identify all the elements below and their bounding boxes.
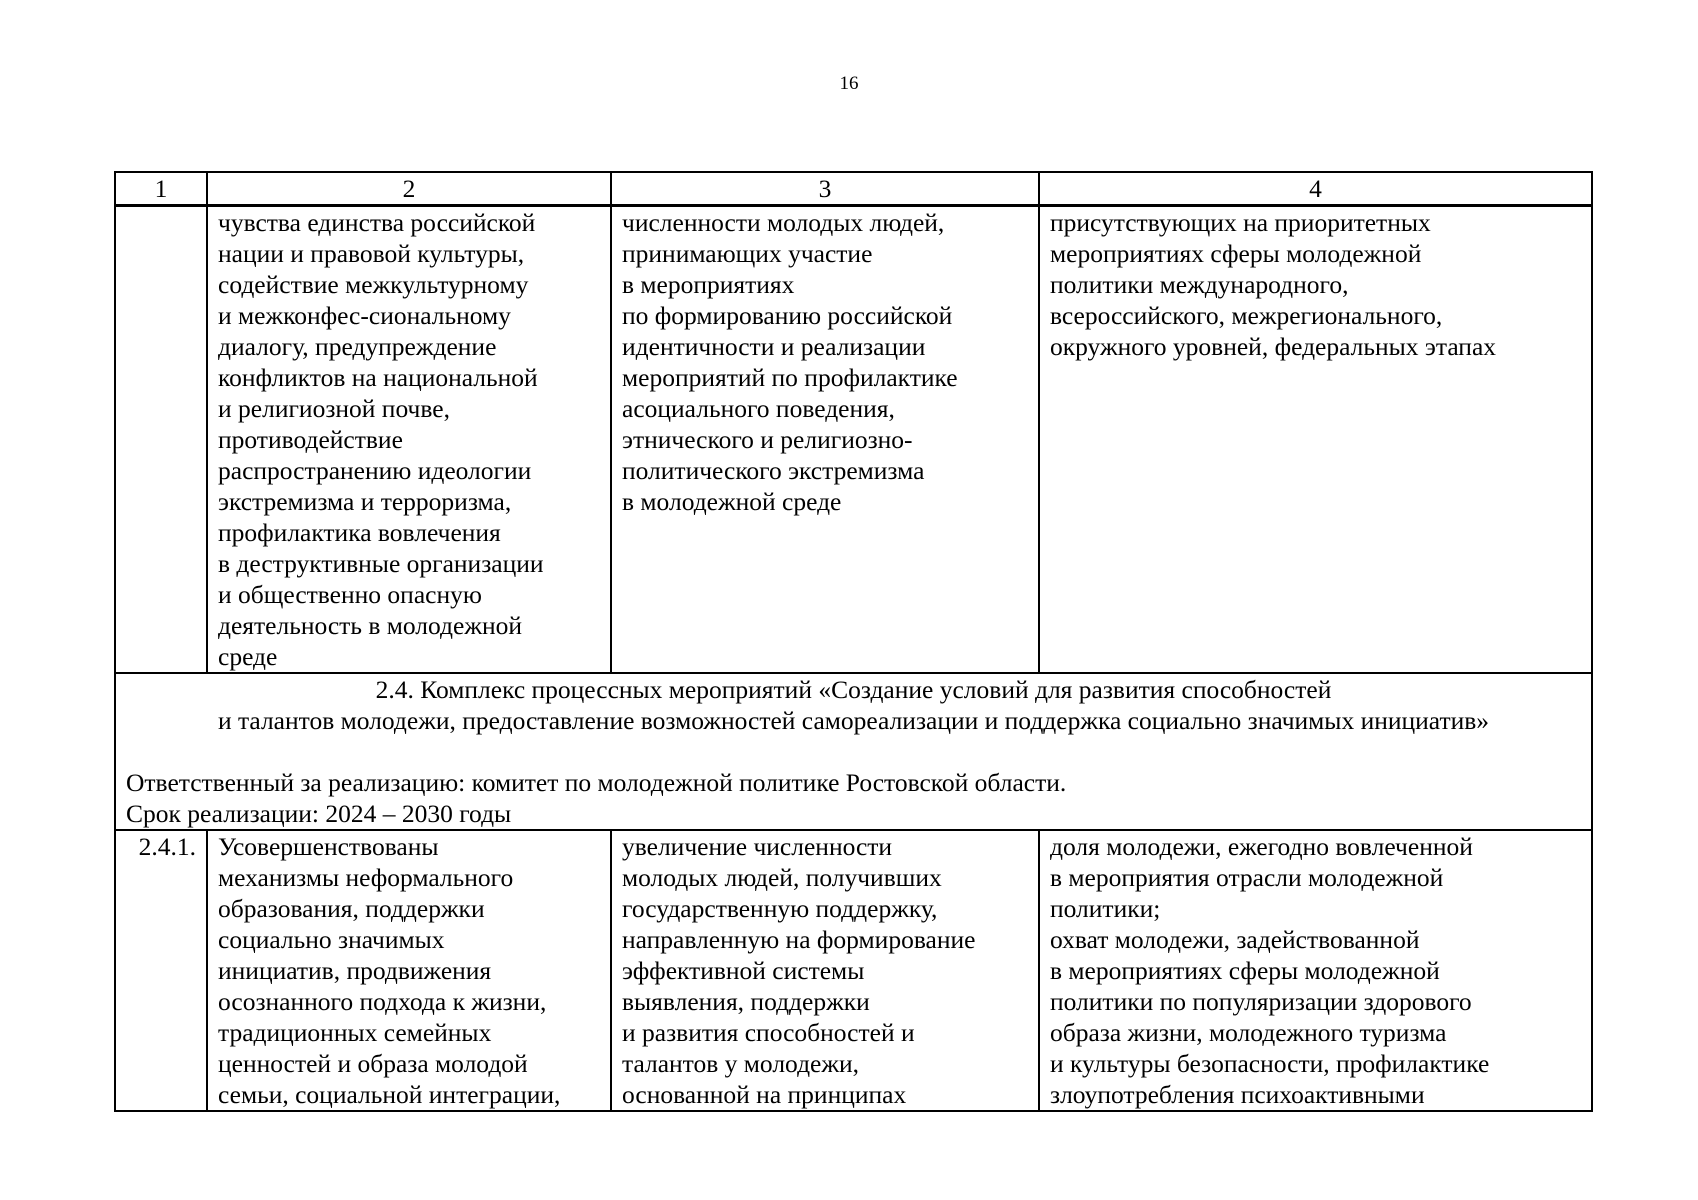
cell-text-line: и общественно опасную [218, 580, 482, 609]
row-number-cell [115, 206, 207, 674]
cell-text-line: всероссийского, межрегионального, [1050, 301, 1443, 330]
cell-text-line: этнического и религиозно- [622, 425, 913, 454]
cell-text-line: профилактика вовлечения [218, 518, 501, 547]
section-title-line-1: 2.4. Комплекс процессных мероприятий «Создание условий для развития способностей [375, 675, 1332, 704]
cell-text-line: молодых людей, получивших [622, 863, 942, 892]
cell-text-line: образования, поддержки [218, 894, 485, 923]
cell-text-line: направленную на формирование [622, 925, 976, 954]
cell-text-line: содействие межкультурному [218, 270, 529, 299]
cell-text-line: диалогу, предупреждение [218, 332, 497, 361]
cell-text-line: и культуры безопасности, профилактике [1050, 1049, 1490, 1078]
cell-text-line: конфликтов на национальной [218, 363, 538, 392]
cell-text-line: в молодежной среде [622, 487, 842, 516]
row-number-cell: 2.4.1. [115, 830, 207, 1111]
cell-text-line: мероприятий по профилактике [622, 363, 958, 392]
section-spacer [126, 736, 1581, 767]
cell-text-line: злоупотребления психоактивными [1050, 1080, 1425, 1109]
task-cell [207, 206, 611, 674]
cell-text-line: охват молодежи, задействованной [1050, 925, 1420, 954]
cell-text-line: ценностей и образа молодой [218, 1049, 528, 1078]
cell-text-line: осознанного подхода к жизни, [218, 987, 547, 1016]
cell-text-line: доля молодежи, ежегодно вовлеченной [1050, 832, 1473, 861]
cell-text-line: государственную поддержку, [622, 894, 938, 923]
page-number: 16 [839, 73, 859, 94]
section-header-row [115, 673, 1592, 830]
cell-text-line: деятельность в молодежной [218, 611, 522, 640]
cell-text-line: политики международного, [1050, 270, 1349, 299]
cell-text-line: и религиозной почве, [218, 394, 450, 423]
cell-text-line: идентичности и реализации [622, 332, 926, 361]
indicator-cell [1039, 206, 1592, 674]
cell-text-line: окружного уровней, федеральных этапах [1050, 332, 1497, 361]
cell-text-line: образа жизни, молодежного туризма [1050, 1018, 1447, 1047]
cell-text-line: чувства единства российской [218, 208, 536, 237]
section-responsible: Ответственный за реализацию: комитет по молодежной политике Ростовской области. [126, 768, 1067, 797]
cell-text-line: семьи, социальной интеграции, [218, 1080, 561, 1109]
cell-text-line: асоциального поведения, [622, 394, 895, 423]
indicator-cell [1039, 830, 1592, 1111]
cell-text-line: присутствующих на приоритетных [1050, 208, 1431, 237]
cell-text-line: социально значимых [218, 925, 445, 954]
cell-text-line: политики; [1050, 894, 1161, 923]
cell-text-line: экстремизма и терроризма, [218, 487, 512, 516]
cell-text-line: основанной на принципах [622, 1080, 907, 1109]
cell-text-line: в мероприятиях сферы молодежной [1050, 956, 1440, 985]
cell-text-line: в деструктивные организации [218, 549, 544, 578]
cell-text-line: по формированию российской [622, 301, 953, 330]
programme-table [114, 171, 1593, 1112]
section-header-cell [115, 673, 1592, 830]
section-period: Срок реализации: 2024 – 2030 годы [126, 799, 512, 828]
cell-text-line: инициатив, продвижения [218, 956, 492, 985]
cell-text-line: увеличение численности [622, 832, 893, 861]
expected-effect-cell [611, 830, 1039, 1111]
header-cell-4: 4 [1039, 172, 1592, 206]
cell-text-line: мероприятиях сферы молодежной [1050, 239, 1422, 268]
table-row-continued [115, 206, 1592, 674]
table-header-row [115, 172, 1592, 206]
cell-text-line: нации и правовой культуры, [218, 239, 525, 268]
cell-text-line: механизмы неформального [218, 863, 514, 892]
cell-text-line: распространению идеологии [218, 456, 532, 485]
cell-text-line: политического экстремизма [622, 456, 925, 485]
cell-text-line: эффективной системы [622, 956, 865, 985]
table-row-2-4-1 [115, 830, 1592, 1111]
cell-text-line: противодействие [218, 425, 403, 454]
cell-text-line: численности молодых людей, [622, 208, 945, 237]
cell-text-line: и межконфес-сиональному [218, 301, 511, 330]
cell-text-line: среде [218, 642, 278, 671]
cell-text-line: традиционных семейных [218, 1018, 492, 1047]
expected-effect-cell [611, 206, 1039, 674]
cell-text-line: политики по популяризации здорового [1050, 987, 1472, 1016]
header-cell-2: 2 [207, 172, 611, 206]
cell-text-line: и развития способностей и [622, 1018, 915, 1047]
section-title-line-2: и талантов молодежи, предоставление возможностей самореализации и поддержка социально значимых инициатив» [217, 706, 1490, 735]
cell-text-line: в мероприятия отрасли молодежной [1050, 863, 1444, 892]
header-cell-1: 1 [115, 172, 207, 206]
cell-text-line: принимающих участие [622, 239, 873, 268]
cell-text-line: Усовершенствованы [218, 832, 439, 861]
task-cell [207, 830, 611, 1111]
cell-text-line: выявления, поддержки [622, 987, 870, 1016]
cell-text-line: талантов у молодежи, [622, 1049, 860, 1078]
header-cell-3: 3 [611, 172, 1039, 206]
cell-text-line: в мероприятиях [622, 270, 795, 299]
